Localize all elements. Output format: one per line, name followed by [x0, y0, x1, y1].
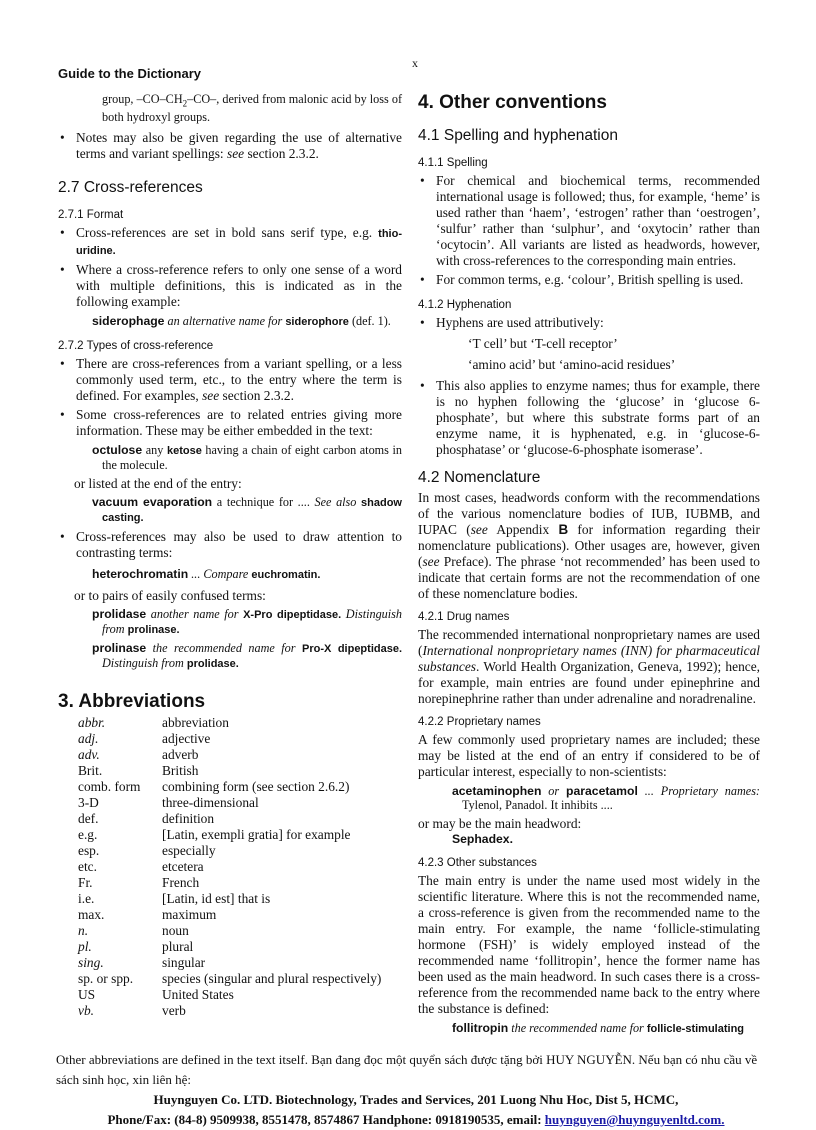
- footer-line-3: [56, 1110, 776, 1130]
- abbreviation-row: [78, 827, 381, 843]
- continued-text: [102, 92, 402, 124]
- abbreviation-term: [78, 747, 162, 763]
- cross-ref: X-Pro dipeptidase.: [243, 609, 342, 622]
- abbreviation-term: [78, 843, 162, 859]
- bullet-sense: [58, 262, 402, 310]
- abbreviation-meaning: verb: [162, 1003, 186, 1019]
- abbreviation-key: vb.: [78, 1003, 94, 1019]
- para-text: Preface). The phrase ‘not recommended’ has been used to indicate that certain forms are not the recommendation of one of these nomenclature bodies.: [418, 554, 760, 601]
- abbreviation-row: [78, 939, 381, 955]
- abbreviations-table: [78, 715, 381, 1019]
- abbreviation-row: [78, 907, 381, 923]
- abbreviation-row: [78, 923, 381, 939]
- abbreviation-term: [78, 827, 162, 843]
- abbreviation-key: etc.: [78, 859, 97, 875]
- publication-title: International nonproprietary names (INN) for pharmaceutical substances: [418, 643, 760, 674]
- abbreviation-term: [78, 987, 162, 1003]
- cross-ref: prolidase.: [186, 658, 239, 671]
- abbreviation-meaning: British: [162, 763, 199, 779]
- cont-text-a: group, –CO–CH: [102, 92, 183, 106]
- see-ital: see: [470, 522, 488, 537]
- abbreviation-term: [78, 955, 162, 971]
- example-octulose: [92, 443, 402, 472]
- abbreviation-key: sing.: [78, 955, 104, 971]
- abbreviation-meaning: especially: [162, 843, 216, 859]
- example-siderophage: [92, 314, 402, 329]
- example-ital: or: [541, 784, 567, 798]
- abbreviation-row: [78, 843, 381, 859]
- abbreviation-row: [78, 715, 381, 731]
- abbreviation-key: pl.: [78, 939, 92, 955]
- abbreviation-key: US: [78, 987, 96, 1003]
- bullet-text: Cross-references are set in bold sans serif type, e.g.: [76, 225, 379, 241]
- abbreviation-row: [78, 971, 381, 987]
- bullet-tail: section 2.3.2.: [244, 146, 319, 162]
- example-sephadex: [452, 832, 760, 846]
- headword: octulose: [92, 443, 143, 458]
- abbreviation-meaning: adjective: [162, 731, 211, 747]
- abbreviation-row: [78, 731, 381, 747]
- example-tail: Tylenol, Panadol. It inhibits ....: [462, 798, 613, 812]
- section-heading-4: 4. Other conventions: [418, 92, 607, 113]
- para-text: Appendix: [487, 522, 559, 537]
- example-ital: the recommended name for: [508, 1021, 647, 1035]
- abbreviation-row: [78, 779, 381, 795]
- abbreviation-term: [78, 811, 162, 827]
- abbreviation-row: [78, 875, 381, 891]
- footer-contact: Phone/Fax: (84-8) 9509938, 8551478, 8574867 Handphone: 0918190535, email:: [107, 1112, 545, 1127]
- main-headword-text: or may be the main headword:: [418, 816, 582, 831]
- abbreviation-term: [78, 907, 162, 923]
- abbreviation-row: [78, 987, 381, 1003]
- bullet-text: There are cross-references from a variant spelling, or a less commonly used term, etc., to the entry where the term is defined. For examples,: [76, 356, 402, 404]
- abbreviation-term: [78, 1003, 162, 1019]
- abbreviation-row: [78, 763, 381, 779]
- email-link[interactable]: huynguyen@huynguyenltd.com.: [544, 1112, 725, 1127]
- section-heading-4-1: 4.1 Spelling and hyphenation: [418, 127, 618, 144]
- footer-line-1: Other abbreviations are defined in the text itself. Bạn đang đọc một quyển sách được tặng bởi HUY NGUYỄN. Nếu bạn có nhu cầu về sách sinh học, xin liên hệ:: [56, 1052, 758, 1087]
- abbreviation-key: max.: [78, 907, 105, 923]
- cross-ref: thio-uridine.: [76, 228, 402, 258]
- cont-text-b: –CO–, derived from malonic acid by loss of both hydroxyl groups.: [102, 92, 403, 125]
- abbreviation-term: [78, 891, 162, 907]
- abbreviation-row: [78, 859, 381, 875]
- subheading-4-2-1: 4.2.1 Drug names: [418, 611, 510, 623]
- bullet-text: Cross-references may also be used to draw attention to contrasting terms:: [76, 529, 402, 561]
- headword: siderophage: [92, 314, 165, 329]
- abbreviation-term: [78, 923, 162, 939]
- page-number: x: [412, 56, 418, 70]
- abbreviation-meaning: plural: [162, 939, 194, 955]
- subheading-2-7-1: 2.7.1 Format: [58, 209, 124, 222]
- bullet-hyphens: • Hyphens are used attributively:: [418, 315, 760, 331]
- headword: paracetamol: [566, 784, 638, 798]
- bullet-contrasting: [58, 529, 402, 561]
- abbreviation-meaning: species (singular and plural respectively): [162, 971, 382, 987]
- section-heading-4-2: 4.2 Nomenclature: [418, 469, 541, 486]
- other-substances-paragraph: The main entry is under the name used most widely in the scientific literature. Where this is not the recommended name, a cross-reference is given from the recommended name to the main entry. For example, the name ‘follicle-stimulating hormone (FSH)’ is widely employed instead of the recommended name ‘follitropin’, hence the former name has been used as the main headword. In such cases there is a cross-reference from the recommended name back to the entry where the substance is defined:: [418, 873, 760, 1016]
- example-acetaminophen: [452, 784, 760, 812]
- bullet-enzyme: • This also applies to enzyme names; thus for example, there is no hyphen following the ‘glucose’ in ‘glucose 6-phosphate’, but where this substrate forms part of an enzyme name, it is hyphenated, e.g. in ‘glucose-6-phosphatase’ or ‘glucose-6-phosphate isomerase’.: [418, 378, 760, 458]
- abbreviation-row: [78, 891, 381, 907]
- abbreviation-meaning: etcetera: [162, 859, 204, 875]
- example-ital: Distinguish from: [102, 607, 402, 637]
- abbreviation-key: Brit.: [78, 763, 103, 779]
- bullet-format: [58, 225, 402, 259]
- abbreviation-key: adj.: [78, 731, 99, 747]
- abbreviation-meaning: United States: [162, 987, 234, 1003]
- example-follitropin: [452, 1021, 760, 1036]
- abbreviation-meaning: abbreviation: [162, 715, 229, 731]
- example-vacuum: [92, 495, 402, 525]
- bullet-related: [58, 407, 402, 439]
- bullet-spelling-chem: • For chemical and biochemical terms, recommended international usage is followed; thus, for example, ‘heme’ is used rather than ‘haem’, ‘estrogen’ rather than ‘oestrogen’, ‘sulfur’ rather than ‘sulphur’, and ‘oxytocin’ rather than ‘ocytocin’. All variants are listed as headwords, however, with cross-references to the corresponding main entries.: [418, 173, 760, 269]
- example-ital: an alternative name for: [164, 314, 286, 329]
- nomenclature-paragraph: [418, 490, 760, 602]
- para-text: . World Health Organization, Geneva, 1992); hence, for example, main entries are found under epinephrine and norepinephrine rather than under adrenaline and noradrenaline.: [418, 659, 760, 706]
- cross-ref: prolinase.: [127, 624, 180, 637]
- appendix-ref: B: [558, 522, 569, 537]
- abbreviation-key: esp.: [78, 843, 100, 859]
- abbreviation-row: [78, 1003, 381, 1019]
- subheading-4-1-2: 4.1.2 Hyphenation: [418, 299, 512, 311]
- example-ital: the recommended name for: [146, 641, 302, 656]
- abbreviation-meaning: singular: [162, 955, 206, 971]
- abbreviation-term: [78, 715, 162, 731]
- abbreviation-key: sp. or spp.: [78, 971, 134, 987]
- headword: heterochromatin: [92, 567, 189, 582]
- abbreviation-meaning: French: [162, 875, 200, 891]
- footer: [56, 1050, 776, 1130]
- cross-ref: Pro-X dipeptidase.: [302, 643, 403, 656]
- abbreviation-row: [78, 811, 381, 827]
- abbreviation-row: [78, 955, 381, 971]
- abbreviation-meaning: [Latin, id est] that is: [162, 891, 271, 907]
- see-ital: see: [422, 554, 440, 569]
- example-ital: another name for: [146, 607, 244, 622]
- example-ital: ... Compare: [188, 567, 252, 582]
- bullet-variant: [58, 356, 402, 404]
- abbreviation-term: [78, 763, 162, 779]
- para-text: The recommended international nonproprietary names are used (: [418, 627, 760, 658]
- proprietary-paragraph: A few commonly used proprietary names are included; these may be listed at the end of an entry if considered to be of particular interest, especially to non-scientists:: [418, 732, 760, 779]
- bullet-text: Where a cross-reference refers to only one sense of a word with multiple definitions, this is indicated as in the following example:: [76, 262, 402, 310]
- abbreviation-key: adv.: [78, 747, 100, 763]
- subheading-2-7-2: 2.7.2 Types of cross-reference: [58, 340, 214, 353]
- example-prolidase: [92, 607, 402, 637]
- abbreviation-term: [78, 795, 162, 811]
- abbreviation-key: i.e.: [78, 891, 95, 907]
- example-prolinase: [92, 641, 402, 671]
- abbreviation-key: Fr.: [78, 875, 93, 891]
- example-mid: a technique for ....: [212, 495, 315, 510]
- abbreviation-term: [78, 971, 162, 987]
- cross-ref: ketose: [166, 445, 202, 458]
- section-heading-2-7: 2.7 Cross-references: [58, 179, 203, 197]
- cross-ref: shadow casting.: [102, 497, 402, 525]
- abbreviation-term: [78, 939, 162, 955]
- abbreviation-term: [78, 731, 162, 747]
- cross-ref: siderophore: [285, 316, 349, 329]
- hyphen-example-1: ‘T cell’ but ‘T-cell receptor’: [468, 336, 618, 351]
- abbreviation-key: def.: [78, 811, 99, 827]
- example-mid: any: [142, 443, 167, 458]
- running-head: Guide to the Dictionary: [58, 66, 202, 81]
- headword: Sephadex.: [452, 832, 513, 846]
- abbreviation-meaning: definition: [162, 811, 215, 827]
- abbreviation-meaning: combining form (see section 2.6.2): [162, 779, 350, 795]
- example-heterochromatin: [92, 567, 402, 582]
- abbreviation-term: [78, 779, 162, 795]
- abbreviation-meaning: maximum: [162, 907, 217, 923]
- section-heading-3: 3. Abbreviations: [58, 691, 206, 713]
- example-ital: Distinguish from: [102, 656, 187, 671]
- abbreviation-meaning: three-dimensional: [162, 795, 259, 811]
- example-tail: having a chain of eight carbon atoms in the molecule.: [102, 443, 402, 473]
- headword: follitropin: [452, 1021, 509, 1035]
- abbreviation-row: [78, 747, 381, 763]
- headword: acetaminophen: [452, 784, 542, 798]
- para-text: for information regarding their nomenclature publications). Other usages are, however, given (: [418, 522, 760, 569]
- abbreviation-key: abbr.: [78, 715, 106, 731]
- abbreviation-meaning: adverb: [162, 747, 199, 763]
- headword: prolidase: [92, 607, 147, 622]
- drug-names-paragraph: [418, 627, 760, 707]
- abbreviation-key: n.: [78, 923, 89, 939]
- abbreviation-meaning: [Latin, exempli gratia] for example: [162, 827, 351, 843]
- subheading-4-2-3: 4.2.3 Other substances: [418, 857, 537, 869]
- bullet-spelling-common: • For common terms, e.g. ‘colour’, British spelling is used.: [418, 272, 760, 288]
- right-column: [418, 92, 760, 1036]
- cross-ref: euchromatin.: [251, 569, 321, 582]
- see-ital: see: [227, 146, 245, 162]
- subheading-4-2-2: 4.2.2 Proprietary names: [418, 716, 541, 728]
- left-column: [58, 92, 402, 1019]
- see-ital: see: [202, 388, 220, 404]
- see-also-ital: See also: [314, 495, 357, 510]
- subheading-4-1-1: 4.1.1 Spelling: [418, 157, 488, 169]
- abbreviation-key: 3-D: [78, 795, 99, 811]
- bullet-text: Some cross-references are to related entries giving more information. These may be either embedded in the text:: [76, 407, 402, 439]
- hyphen-example-2: ‘amino acid’ but ‘amino-acid residues’: [468, 357, 676, 372]
- example-tail: (def. 1).: [348, 314, 391, 329]
- bullet-text: Notes may also be given regarding the use of alternative terms and variant spellings:: [76, 130, 402, 162]
- headword: prolinase: [92, 641, 147, 656]
- abbreviation-meaning: noun: [162, 923, 189, 939]
- example-ital: ... Proprietary names:: [637, 784, 760, 798]
- abbreviation-term: [78, 859, 162, 875]
- footer-line-2: Huynguyen Co. LTD. Biotechnology, Trades and Services, 201 Luong Nhu Hoc, Dist 5, HCMC,: [153, 1092, 679, 1107]
- or-listed-text: or listed at the end of the entry:: [74, 476, 242, 492]
- para-text: In most cases, headwords conform with the recommendations of the various nomenclature bodies of IUB, IUBMB, and IUPAC (: [418, 490, 760, 537]
- abbreviation-term: [78, 875, 162, 891]
- abbreviation-key: e.g.: [78, 827, 98, 843]
- bullet-notes: [58, 130, 402, 162]
- bullet-tail: section 2.3.2.: [219, 388, 294, 404]
- headword: vacuum evaporation: [92, 495, 213, 510]
- cross-ref: follicle-stimulating: [646, 1023, 745, 1035]
- abbreviation-row: [78, 795, 381, 811]
- abbreviation-key: comb. form: [78, 779, 141, 795]
- cont-sub: 2: [182, 98, 188, 109]
- or-pairs-text: or to pairs of easily confused terms:: [74, 588, 266, 604]
